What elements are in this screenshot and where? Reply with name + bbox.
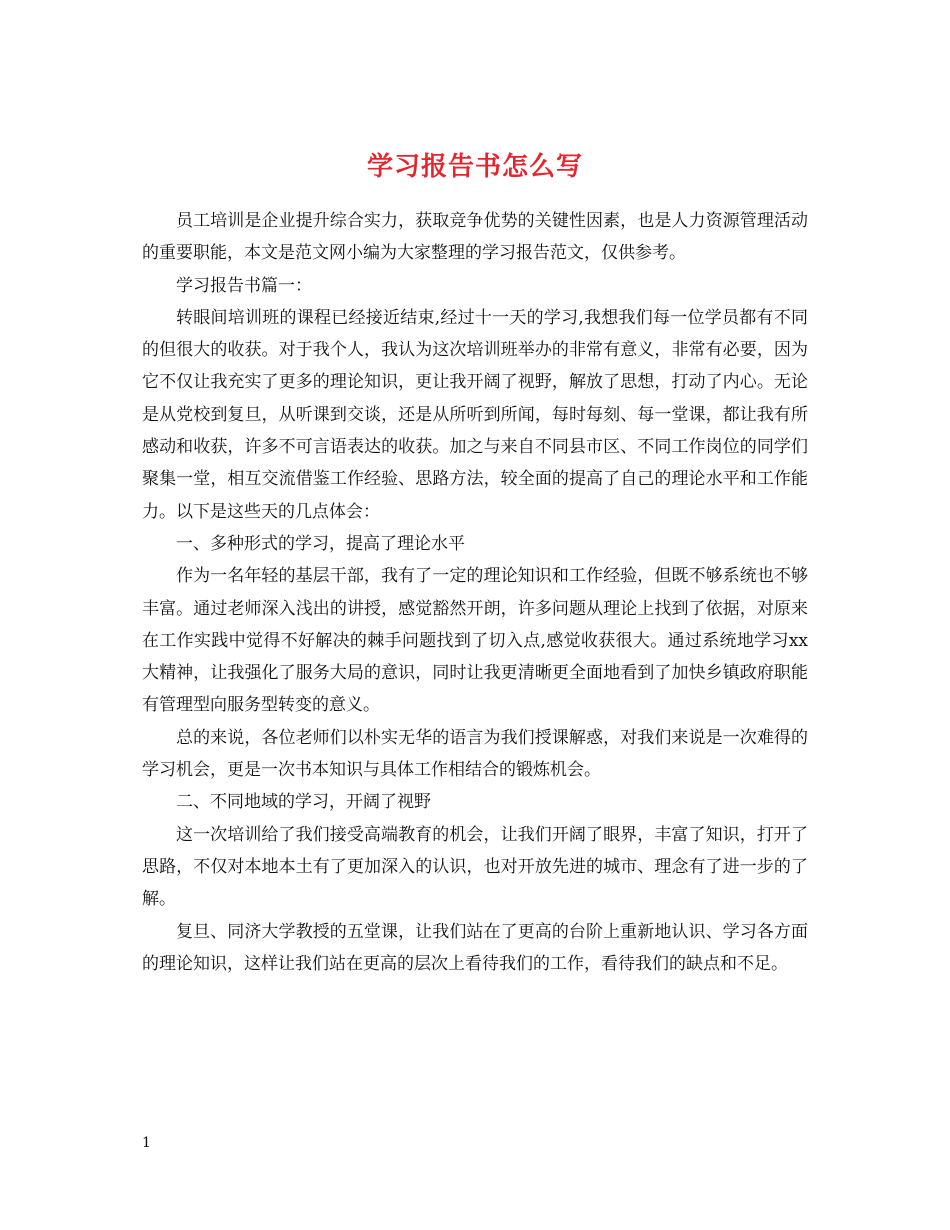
intro-paragraph: 员工培训是企业提升综合实力，获取竞争优势的关键性因素，也是人力资源管理活动的重要职能，本文是范文网小编为大家整理的学习报告范文，仅供参考。 bbox=[142, 211, 808, 264]
document-body bbox=[142, 205, 808, 980]
body-paragraph: 这一次培训给了我们接受高端教育的机会，让我们开阔了眼界，丰富了知识，打开了思路，不仅对本地本土有了更加深入的认识，也对开放先进的城市、理念有了进一步的了解。 bbox=[142, 824, 808, 910]
page-number: 1 bbox=[142, 1135, 151, 1151]
subsection-heading: 二、不同地域的学习，开阔了视野 bbox=[176, 792, 431, 813]
body-paragraph: 总的来说，各位老师们以朴实无华的语言为我们授课解惑，对我们来说是一次难得的学习机会，更是一次书本知识与具体工作相结合的锻炼机会。 bbox=[142, 727, 808, 781]
body-paragraph: 作为一名年轻的基层干部，我有了一定的理论知识和工作经验，但既不够系统也不够丰富。通过老师深入浅出的讲授，感觉豁然开朗，许多问题从理论上找到了依据，对原来在工作实践中觉得不好解决的棘手问题找到了切入点,感觉收获很大。通过系统地学习xx大精神，让我强化了服务大局的意识，同时让我更清晰更全面地看到了加快乡镇政府职能有管理型向服务型转变的意义。 bbox=[142, 566, 808, 716]
body-paragraph: 复旦、同济大学教授的五堂课，让我们站在了更高的台阶上重新地认识、学习各方面的理论知识，这样让我们站在更高的层次上看待我们的工作，看待我们的缺点和不足。 bbox=[142, 921, 808, 974]
subsection-heading: 一、多种形式的学习，提高了理论水平 bbox=[176, 533, 465, 554]
section-heading-part-one: 学习报告书篇一： bbox=[176, 275, 312, 296]
body-paragraph: 转眼间培训班的课程已经接近结束,经过十一天的学习,我想我们每一位学员都有不同的但很大的收获。对于我个人，我认为这次培训班举办的非常有意义，非常有必要，因为它不仅让我充实了更多的理论知识，更让我开阔了视野，解放了思想，打动了内心。无论是从党校到复旦，从听课到交谈，还是从所听到所闻，每时每刻、每一堂课，都让我有所感动和收获，许多不可言语表达的收获。加之与来自不同县市区、不同工作岗位的同学们聚集一堂，相互交流借鉴工作经验、思路方法，较全面的提高了自己的理论水平和工作能力。以下是这些天的几点体会： bbox=[142, 307, 808, 522]
document-title: 学习报告书怎么写 bbox=[366, 152, 583, 183]
